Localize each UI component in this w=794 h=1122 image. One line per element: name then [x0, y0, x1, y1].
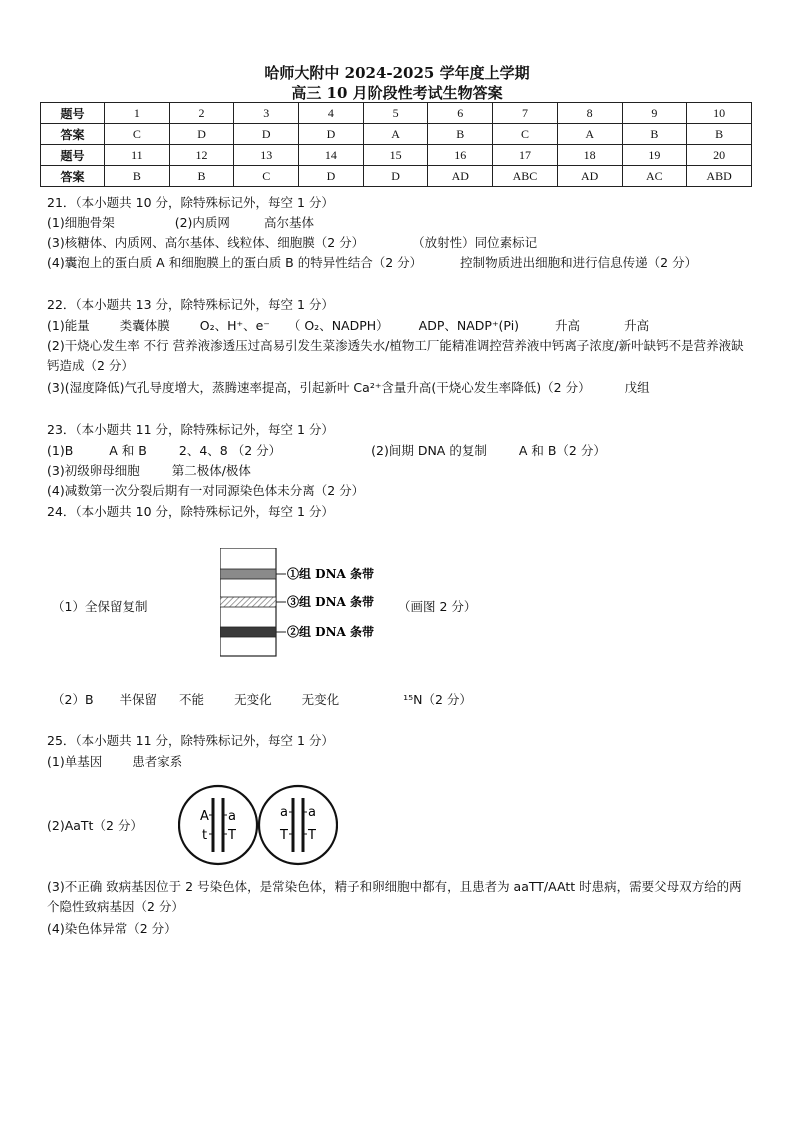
gene-label: T: [280, 828, 288, 843]
answer-text: 第二极体/极体: [171, 463, 251, 478]
q25-line3: (3)不正确 致病基因位于 2 号染色体，是常染色体，精子和卵细胞中都有，且患者为 aaTT/AAtt 时患病，需要父母双方给的两个隐性致病基因（2 分）: [47, 879, 742, 914]
answer-text: ¹⁵N（2 分）: [403, 692, 472, 707]
answer-text: (3)(湿度降低)气孔导度增大，蒸腾速率提高，引起新叶 Ca²⁺含量升高(干烧心发生率降低)（2 分）: [47, 380, 591, 395]
gene-label: a: [280, 805, 288, 820]
answer-text: 戊组: [624, 380, 650, 395]
answer-text: 不能: [179, 692, 205, 707]
q22-line1: [47, 316, 649, 334]
table-cell: B: [687, 124, 752, 145]
table-cell: 18: [557, 145, 622, 166]
q25-heading: 25．（本小题共 11 分，除特殊标记外，每空 1 分）: [47, 733, 334, 748]
table-cell: B: [169, 166, 234, 187]
table-cell: 7: [493, 103, 558, 124]
table-cell: 20: [687, 145, 752, 166]
table-cell: AC: [622, 166, 687, 187]
answer-text: 无变化: [301, 692, 340, 707]
answer-text: 无变化: [234, 692, 272, 707]
answer-text: （放射性）同位素标记: [412, 235, 538, 250]
answer-text: A 和 B: [109, 443, 147, 458]
answer-text: （2）B: [52, 692, 94, 707]
q24-answer1: （1）全保留复制: [52, 599, 148, 614]
band-3: [220, 597, 276, 607]
table-row: [41, 124, 752, 145]
table-cell: B: [105, 166, 170, 187]
q24-drawing-score: （画图 2 分）: [398, 599, 477, 614]
table-cell: ABD: [687, 166, 752, 187]
answer-text: (1)能量: [47, 318, 90, 333]
table-cell: A: [363, 124, 428, 145]
answer-text: (1)细胞骨架: [47, 215, 115, 230]
q25-line4: (4)染色体异常（2 分）: [47, 921, 177, 936]
gene-label: T: [308, 828, 316, 843]
table-cell: C: [234, 166, 299, 187]
table-cell: B: [622, 124, 687, 145]
table-cell: 19: [622, 145, 687, 166]
answer-text: (3)初级卵母细胞: [47, 463, 140, 478]
table-cell: D: [299, 166, 364, 187]
table-cell: 1: [105, 103, 170, 124]
table-cell: 10: [687, 103, 752, 124]
table-row: [41, 145, 752, 166]
gene-label: t: [202, 828, 208, 843]
table-cell: 13: [234, 145, 299, 166]
row-label: 答案: [41, 124, 105, 145]
answer-text: 高尔基体: [263, 215, 314, 230]
answer-text: 半保留: [119, 692, 158, 707]
table-cell: 5: [363, 103, 428, 124]
chromosome-diagram: [178, 780, 338, 870]
table-cell: 9: [622, 103, 687, 124]
answer-text: 升高: [555, 318, 581, 333]
row-label: 题号: [41, 145, 105, 166]
table-row: [41, 103, 752, 124]
row-label: 答案: [41, 166, 105, 187]
q23-heading: 23．（本小题共 11 分，除特殊标记外，每空 1 分）: [47, 422, 334, 437]
table-cell: 8: [557, 103, 622, 124]
answer-text: 2、4、8 （2 分）: [178, 443, 282, 458]
table-cell: 16: [428, 145, 493, 166]
band-1-label: ①组 DNA 条带: [287, 567, 375, 581]
table-cell: B: [428, 124, 493, 145]
band-1: [220, 569, 276, 579]
answer-text: ADP、NADP⁺(Pi): [418, 318, 520, 333]
cell-circle: [259, 786, 337, 864]
answer-text: (1)B: [47, 443, 74, 458]
q21-heading: 21．（本小题共 10 分，除特殊标记外，每空 1 分）: [47, 195, 334, 210]
q22-heading: 22．（本小题共 13 分，除特殊标记外，每空 1 分）: [47, 297, 334, 312]
q23-line3: (4)减数第一次分裂后期有一对同源染色体未分离（2 分）: [47, 483, 365, 498]
table-cell: AD: [557, 166, 622, 187]
table-cell: 17: [493, 145, 558, 166]
band-2-label: ②组 DNA 条带: [287, 625, 375, 639]
table-cell: A: [557, 124, 622, 145]
row-label: 题号: [41, 103, 105, 124]
table-cell: AD: [428, 166, 493, 187]
cell-circle: [179, 786, 257, 864]
answer-text: （ O₂、NADPH）: [287, 318, 389, 333]
gene-label: a: [228, 809, 236, 824]
answer-text: (3)核糖体、内质网、高尔基体、线粒体、细胞膜（2 分）: [47, 235, 365, 250]
answer-text: (2)间期 DNA 的复制: [371, 443, 487, 458]
band-3-label: ③组 DNA 条带: [287, 595, 375, 609]
table-cell: 11: [105, 145, 170, 166]
table-cell: 15: [363, 145, 428, 166]
q25-line1: [47, 752, 182, 770]
page-title: 哈师大附中 2024-2025 学年度上学期: [264, 64, 530, 82]
answer-text: (2)内质网: [174, 215, 230, 230]
table-cell: 2: [169, 103, 234, 124]
table-cell: D: [299, 124, 364, 145]
answer-text: (4)囊泡上的蛋白质 A 和细胞膜上的蛋白质 B 的特异性结合（2 分）: [47, 255, 423, 270]
table-cell: 3: [234, 103, 299, 124]
answer-text: 升高: [624, 318, 650, 333]
table-row: [41, 166, 752, 187]
answer-text: O₂、H⁺、e⁻: [199, 318, 270, 333]
q24-line2: [52, 690, 472, 708]
band-2: [220, 627, 276, 637]
gene-label: A: [200, 809, 209, 824]
table-cell: ABC: [493, 166, 558, 187]
gene-label: T: [228, 828, 236, 843]
answer-text: 患者家系: [132, 754, 183, 769]
dna-band-diagram: [220, 548, 480, 658]
table-cell: 12: [169, 145, 234, 166]
q23-line1: [47, 441, 606, 459]
q22-line3: [47, 378, 650, 396]
q21-line3: [47, 253, 697, 271]
table-cell: D: [363, 166, 428, 187]
table-cell: 6: [428, 103, 493, 124]
q22-line2: (2)干烧心发生率 不行 营养液渗透压过高易引发生菜渗透失水/植物工厂能精准调控营养液中钙离子浓度/新叶缺钙不是营养液缺钙造成（2 分）: [47, 338, 744, 373]
table-cell: 14: [299, 145, 364, 166]
q25-line2: (2)AaTt（2 分）: [47, 818, 143, 833]
q24-heading: 24．（本小题共 10 分，除特殊标记外，每空 1 分）: [47, 504, 334, 519]
answer-text: (1)单基因: [47, 754, 103, 769]
table-cell: C: [105, 124, 170, 145]
table-cell: C: [493, 124, 558, 145]
table-cell: D: [169, 124, 234, 145]
q21-line2: [47, 233, 537, 251]
q23-line2: [47, 461, 251, 479]
table-cell: D: [234, 124, 299, 145]
q21-line1: [47, 213, 314, 231]
table-cell: 4: [299, 103, 364, 124]
answer-text: 类囊体膜: [119, 318, 170, 333]
answer-text: A 和 B（2 分）: [518, 443, 606, 458]
answer-text: 控制物质进出细胞和进行信息传递（2 分）: [460, 255, 698, 270]
page-subtitle: 高三 10 月阶段性考试生物答案: [291, 84, 503, 102]
gene-label: a: [308, 805, 316, 820]
answer-table: [40, 102, 752, 187]
